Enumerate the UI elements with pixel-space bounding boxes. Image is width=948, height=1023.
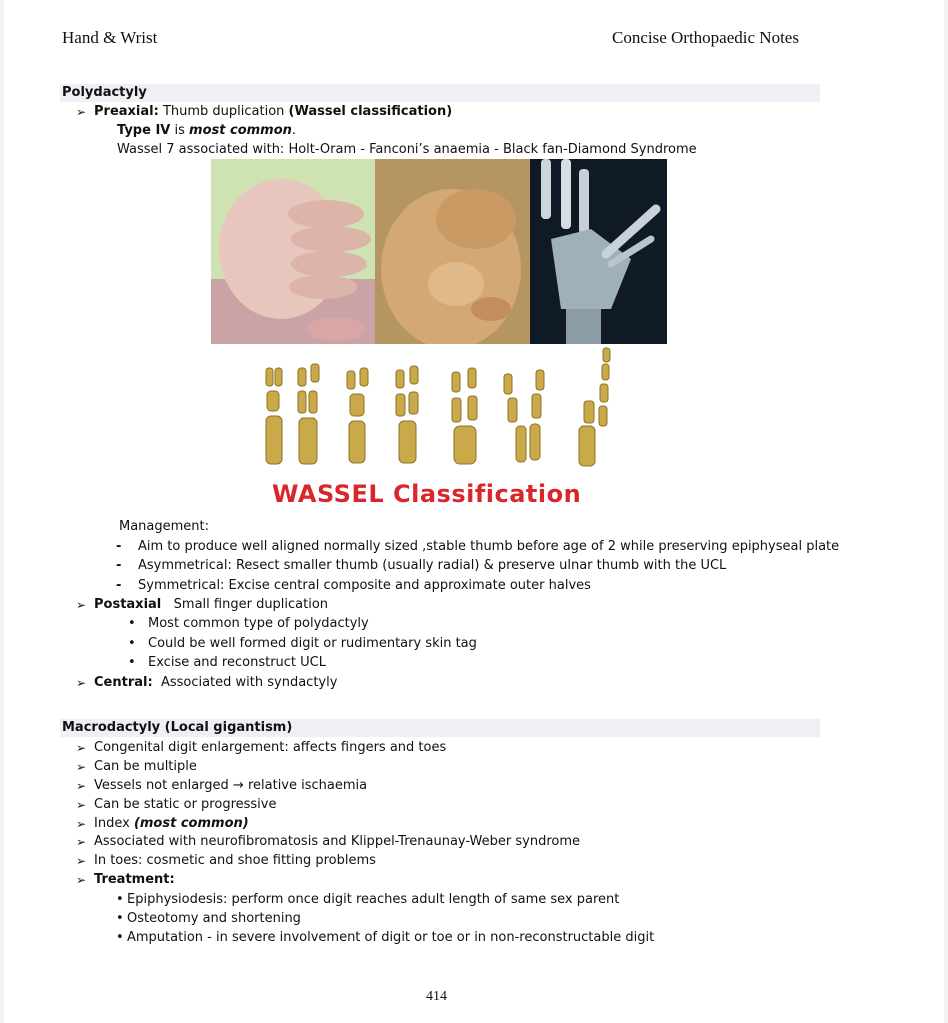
- bullet-dot-icon: •: [128, 636, 136, 651]
- preaxial-label: Preaxial:: [94, 104, 159, 119]
- postaxial-item: Excise and reconstruct UCL: [148, 655, 326, 670]
- postaxial-line: [94, 596, 328, 614]
- central-label: Central:: [94, 675, 153, 690]
- treatment-label-text: Treatment:: [94, 872, 175, 887]
- postaxial-item: Could be well formed digit or rudimentary skin tag: [148, 636, 477, 651]
- arrow-bullet-icon: ➢: [76, 105, 87, 119]
- postaxial-text: Small finger duplication: [173, 597, 329, 612]
- arrow-bullet-icon: ➢: [76, 835, 87, 849]
- arrow-bullet-icon: ➢: [76, 676, 87, 690]
- treatment-label: [94, 871, 175, 889]
- preaxial-line: [94, 103, 452, 121]
- type-iv-period: .: [291, 123, 297, 138]
- wassel-type-3: [347, 368, 368, 463]
- macrodactyly-item: Vessels not enlarged → relative ischaemia: [94, 778, 368, 793]
- thumb-duplication-photos: [211, 159, 667, 344]
- central-line: [94, 674, 337, 692]
- macrodactyly-item: Associated with neurofibromatosis and Klippel-Trenaunay-Weber syndrome: [94, 834, 580, 849]
- wassel-type-1: [266, 368, 282, 464]
- postaxial-item: Most common type of polydactyly: [148, 616, 369, 631]
- type-iv-most-common: most common: [189, 123, 292, 138]
- arrow-bullet-icon: ➢: [76, 779, 87, 793]
- index-most-common: (most common): [133, 816, 249, 831]
- clinical-photo-hand-1: [211, 159, 375, 344]
- xray-hand-image: [530, 159, 667, 344]
- treatment-item: Osteotomy and shortening: [127, 911, 301, 926]
- index-text: Index: [94, 816, 130, 831]
- bullet-dot-icon: •: [116, 911, 124, 926]
- wassel7-line: Wassel 7 associated with: Holt-Oram - Fanconi’s anaemia - Black fan-Diamond Syndrome: [117, 142, 697, 157]
- wassel-type-5: [452, 368, 477, 464]
- arrow-bullet-icon: ➢: [76, 798, 87, 812]
- header-chapter: Hand & Wrist: [62, 28, 158, 47]
- bullet-dot-icon: •: [128, 655, 136, 670]
- header-book-title: Concise Orthopaedic Notes: [612, 28, 799, 47]
- management-item: Symmetrical: Excise central composite and approximate outer halves: [138, 578, 591, 593]
- arrow-bullet-icon: ➢: [76, 873, 87, 887]
- page-number: 414: [426, 989, 447, 1004]
- postaxial-label: Postaxial: [94, 597, 162, 612]
- arrow-bullet-icon: ➢: [76, 854, 87, 868]
- preaxial-text: Thumb duplication: [162, 104, 285, 119]
- type-iv-line: [117, 122, 296, 140]
- macrodactyly-item: Can be static or progressive: [94, 797, 277, 812]
- management-item: Asymmetrical: Resect smaller thumb (usually radial) & preserve ulnar thumb with the UCL: [138, 558, 727, 573]
- wassel-type-4: [396, 366, 418, 463]
- treatment-item: Epiphysiodesis: perform once digit reaches adult length of same sex parent: [127, 892, 620, 907]
- management-label: Management:: [119, 519, 210, 534]
- macrodactyly-index-line: [94, 815, 249, 833]
- treatment-item: Amputation - in severe involvement of digit or toe or in non-reconstructable digit: [127, 930, 655, 945]
- wassel-type-2: [298, 364, 319, 464]
- arrow-bullet-icon: ➢: [76, 817, 87, 831]
- bullet-dot-icon: •: [128, 616, 136, 631]
- preaxial-classification: (Wassel classification): [288, 104, 453, 119]
- clinical-photo-hand-2: [375, 159, 530, 344]
- wassel-classification-diagram: [254, 346, 624, 476]
- section-heading-macrodactyly: Macrodactyly (Local gigantism): [60, 719, 820, 737]
- central-text: Associated with syndactyly: [160, 675, 338, 690]
- wassel-figure-title: WASSEL Classification: [272, 480, 582, 508]
- bullet-dot-icon: •: [116, 892, 124, 907]
- dash-bullet-icon: -: [116, 539, 122, 554]
- dash-bullet-icon: -: [116, 558, 122, 573]
- document-page: [4, 0, 944, 1023]
- arrow-bullet-icon: ➢: [76, 760, 87, 774]
- bullet-dot-icon: •: [116, 930, 124, 945]
- type-iv-is: is: [174, 123, 185, 138]
- macrodactyly-item: In toes: cosmetic and shoe fitting problems: [94, 853, 376, 868]
- wassel-type-7: [579, 348, 610, 466]
- macrodactyly-item: Congenital digit enlargement: affects fingers and toes: [94, 740, 447, 755]
- arrow-bullet-icon: ➢: [76, 598, 87, 612]
- section-heading-polydactyly: Polydactyly: [60, 84, 820, 102]
- dash-bullet-icon: -: [116, 578, 122, 593]
- macrodactyly-item: Can be multiple: [94, 759, 197, 774]
- arrow-bullet-icon: ➢: [76, 741, 87, 755]
- wassel-type-6: [504, 370, 544, 462]
- management-item: Aim to produce well aligned normally sized ,stable thumb before age of 2 while preserving epiphyseal plate: [138, 539, 840, 554]
- type-iv-label: Type IV: [117, 123, 171, 138]
